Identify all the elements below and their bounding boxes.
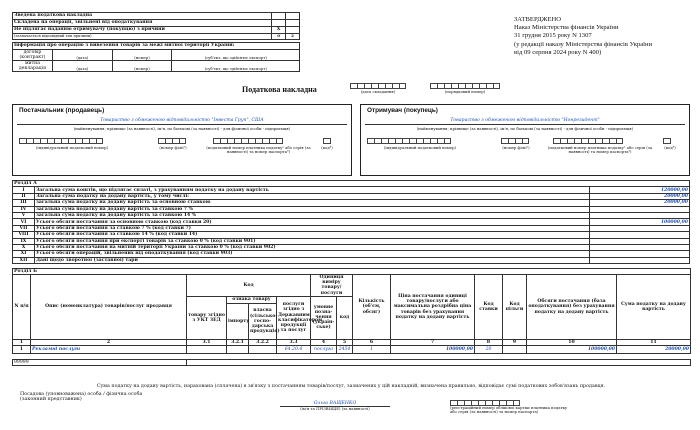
section-a-row-label: Усього обсяги постачання при експорті товарів за ставкою 0 % (код ставки 901) <box>34 238 589 244</box>
section-a-row-label: Загальна сума податку на додану вартість, у тому числі: <box>34 193 589 199</box>
export-title: Інформація про операцію з вивезення товарів за межі митної території України: <box>12 42 300 49</box>
column-number: 11 <box>617 339 691 345</box>
section-a-row-num: II <box>13 193 35 199</box>
col-volume-header: Обсяги постачання (база оподаткування) без урахування податку на додану вартість <box>527 275 617 339</box>
section-a-row-num: VII <box>13 225 35 231</box>
seller-name-hint: (найменування; прізвище (за наявності), ім'я, по батькові (за наявності) - для фізичної особи - підприємця) <box>73 126 291 131</box>
customs-label: митна декларація <box>13 61 53 72</box>
number-cells[interactable] <box>430 83 500 94</box>
column-number: 4 <box>311 339 337 345</box>
document-title: Податкова накладна <box>242 85 317 94</box>
row-vat[interactable]: 20000,00 <box>617 345 691 353</box>
section-a-row <box>13 257 690 263</box>
exempt-label: Складена на операції, звільнені від оподаткування <box>13 20 272 27</box>
col-uktzed-header: товару згідно з УКТ ЗЕД <box>187 296 227 339</box>
section-a-row-value[interactable]: 20000,00 <box>590 200 690 206</box>
section-a-row-label: Дані щодо зворотної (заставної) тари <box>34 257 589 263</box>
col-unit-code-header: код <box>337 296 353 339</box>
row-own[interactable] <box>249 345 277 353</box>
approval-block <box>514 16 694 57</box>
section-b-table <box>12 268 691 366</box>
section-a-row-num: IV <box>13 206 35 212</box>
col-import-header: імпорту <box>227 303 249 339</box>
col-service-header: послуги згідно з Державним класифікатором продукції та послуг <box>277 296 311 339</box>
section-a-row-label: Усього обсяги постачання за ставкою 14 % (код ставки 14) <box>34 232 589 238</box>
buyer-name-hint: (найменування; прізвище (за наявності), ім'я, по батькові (за наявності) - для фізичної особи - підприємця) <box>416 126 634 131</box>
buyer-name[interactable]: Товариство з обмеженою відповідальністю "Нонрезидент" <box>365 118 685 125</box>
column-number: 9 <box>503 339 527 345</box>
buyer-taxpayer-hint: (податковий номер платника податку² або серія (за наявності) та номер паспорта³) <box>547 145 653 155</box>
date-cells[interactable] <box>350 83 406 94</box>
not-provided-label: Не підлягає наданню отримувачу (покупцю) з причини <box>13 27 272 34</box>
options-box <box>12 12 300 72</box>
col-unit-name-header: умовне позна-чення (україн-ське) <box>311 296 337 339</box>
row-price[interactable]: 100000,00 <box>391 345 475 353</box>
section-a-row-value[interactable] <box>590 257 690 263</box>
export-table <box>12 49 300 72</box>
approval-line2: 31 грудня 2015 року N 1307 <box>514 32 592 40</box>
section-a-row-label: Усього обсяги постачання за основною ставкою (код ставки 20) <box>34 219 589 225</box>
col-own-header: власна (сільсько-госпо-дарська продукція) <box>249 303 277 339</box>
customs-number-field[interactable]: (номер) <box>112 61 172 72</box>
section-a-row-num: XII <box>13 257 35 263</box>
contract-label: договір (контракт) <box>13 50 53 61</box>
reason-code-2[interactable]: 2 <box>286 34 300 40</box>
row-qty[interactable]: 1 <box>353 345 391 353</box>
buyer-code-cells[interactable] <box>663 138 671 144</box>
column-number: 3.2.1 <box>227 339 249 345</box>
seller-branch-cells[interactable] <box>158 138 186 144</box>
contract-number-field[interactable]: (номер) <box>112 50 172 61</box>
section-a-table <box>12 180 690 264</box>
seller-branch-hint: (номер філії¹) <box>159 145 187 150</box>
options-table <box>12 12 300 40</box>
section-a-row-label: загальна сума податку на додану вартість за ставкою 7 % <box>34 206 589 212</box>
col-rate-header: Код ставки <box>475 275 503 339</box>
column-number: 10 <box>527 339 617 345</box>
seller-taxpayer-hint: (податковий номер платника податку² або серія (за наявності) та номер паспорта³) <box>206 145 311 155</box>
col-sign-group-header: ознака товару <box>227 296 277 303</box>
buyer-title: Отримувач (покупець) <box>367 107 438 114</box>
section-a-row-value[interactable]: 100000,00 <box>590 219 690 225</box>
column-number: 8 <box>475 339 503 345</box>
customs-subject-field[interactable]: (суб'єкт, що здійснює експорт) <box>172 61 300 72</box>
column-number: 3.3 <box>277 339 311 345</box>
col-qty-header: Кількість (об'єм, обсяг) <box>353 275 391 339</box>
row-desc[interactable]: Рекламні послуги <box>31 345 187 353</box>
section-b <box>12 268 690 366</box>
not-provided-checkbox[interactable]: X <box>272 27 286 34</box>
section-a-title: Розділ А <box>13 181 690 187</box>
seller-code-cells[interactable] <box>323 138 331 144</box>
seller-name[interactable]: Товариство з обмеженою відповідальністю "Інвеста Груп", США <box>17 118 347 125</box>
row-uktzed[interactable] <box>187 345 227 353</box>
signer-tax-hint1: (реєстраційний номер облікової картки платника податку <box>450 405 568 410</box>
approval-title: ЗАТВЕРДЖЕНО <box>514 16 562 23</box>
column-number: 3.2.2 <box>249 339 277 345</box>
section-a-row-value[interactable]: 120000,00 <box>590 187 690 193</box>
row-rate[interactable]: 20 <box>475 345 503 353</box>
seller-box <box>12 104 352 176</box>
section-a-row-label: загальна сума податку на додану вартість за основною ставкою <box>34 200 589 206</box>
contract-subject-field[interactable]: (суб'єкт, що здійснює експорт) <box>172 50 300 61</box>
reason-code-0[interactable]: 0 <box>272 34 286 40</box>
row-import[interactable] <box>227 345 249 353</box>
section-a-row-label: Усього обсяги постачання за ставкою 7 % (код ставки 7) <box>34 225 589 231</box>
signer-tax-hint2: або серія (за наявності) та номер паспорта) <box>450 409 539 415</box>
col-desc-header: Опис (номенклатура) товарів/послуг продавця <box>31 275 187 339</box>
approval-line1: Наказ Міністерства фінансів України <box>514 24 619 32</box>
row-unit[interactable]: послуга <box>311 345 337 353</box>
column-number: 7 <box>391 339 475 345</box>
section-a-row-label: загальна сума податку на додану вартість за ставкою 14 % <box>34 212 589 218</box>
section-a-row-label: Усього обсяги постачання на митній території України за ставкою 0 % (код ставки 902) <box>34 244 589 250</box>
footer-statement: Сума податку на додану вартість, нарахована (сплачена) в зв'язку з постачанням товарів/послуг, зазначених у цій накладній, визначена правильно, відповідає сумі податкових зобов'язань продавця. <box>96 384 606 389</box>
exempt-checkbox[interactable] <box>272 20 286 27</box>
section-a-row-num: III <box>13 200 35 206</box>
consolidated-checkbox[interactable] <box>272 13 286 20</box>
buyer-branch-cells[interactable] <box>501 138 529 144</box>
customs-date-field[interactable]: (дата) <box>52 61 112 72</box>
row-num: 1 <box>13 345 31 353</box>
signer-label: Посадова (уповноважена) особа / фізична особа (законний представник) <box>20 392 143 403</box>
section-a-row-num: I <box>13 187 35 193</box>
section-a-row-num: X <box>13 244 35 250</box>
column-number: 5 <box>337 339 353 345</box>
signer-tax-block[interactable] <box>450 400 590 414</box>
column-number: 6 <box>353 339 391 345</box>
seller-code-hint: (код⁴) <box>321 145 333 150</box>
buyer-taxpayer-cells[interactable] <box>553 138 623 144</box>
row-unit-code[interactable]: 2454 <box>337 345 353 353</box>
column-number: 1 <box>13 339 31 345</box>
buyer-ipn-hint: (індивідуальний податковий номер) <box>383 145 457 150</box>
signer-name[interactable]: Ольга ВАЩЕНКО <box>280 401 390 407</box>
seller-ipn-hint: (індивідуальний податковий номер) <box>35 145 109 150</box>
col-benefit-header: Код пільги <box>503 275 527 339</box>
seller-ipn-cells[interactable] <box>19 138 103 144</box>
footer-code: 99999 <box>13 359 187 365</box>
table-row[interactable] <box>13 345 691 353</box>
section-a-row-num: VI <box>13 219 35 225</box>
section-a-row-label: Загальна сума коштів, що підлягає сплаті, з урахуванням податку на додану вартість <box>34 187 589 193</box>
col-unit-group-header: Одиниця виміру товару/послуги <box>311 275 353 296</box>
buyer-box <box>360 104 690 176</box>
number-hint: (порядковий номер) <box>444 89 486 94</box>
section-a-row-num: IX <box>13 238 35 244</box>
contract-date-field[interactable]: (дата) <box>52 50 112 61</box>
col-code-group-header: Код <box>187 275 311 296</box>
section-a <box>12 180 690 264</box>
section-a-row-label: Усього обсяги операцій, звільнених від оподаткування (код ставки 903) <box>34 251 589 257</box>
date-hint: (дата складання) <box>360 89 396 94</box>
consolidated-label: Зведена податкова накладна <box>13 13 272 20</box>
row-volume[interactable]: 100000,00 <box>527 345 617 353</box>
row-service[interactable]: 64.20.4 <box>277 345 311 353</box>
buyer-branch-hint: (номер філії¹) <box>502 145 530 150</box>
column-number: 2 <box>31 339 187 345</box>
section-a-row-value[interactable]: 20000,00 <box>590 193 690 199</box>
section-b-title: Розділ Б <box>13 269 691 275</box>
col-price-header: Ціна постачання одиниці товару/послуги або максимальна роздрібна ціна товарів без урахування податку на додану вартість <box>391 275 475 339</box>
approval-line3: (у редакції наказу Міністерства фінансів України <box>514 40 653 48</box>
buyer-code-hint: (код⁴) <box>664 145 676 150</box>
approval-line4: від 09 серпня 2024 року N 400) <box>514 48 602 56</box>
column-number: 3.1 <box>187 339 227 345</box>
col-num-header: N п/п <box>13 275 31 339</box>
seller-taxpayer-cells[interactable] <box>213 138 283 144</box>
section-a-row-num: XI <box>13 251 35 257</box>
section-a-row-num: V <box>13 212 35 218</box>
signer-block <box>280 401 390 411</box>
row-benefit[interactable] <box>503 345 527 353</box>
reason-hint: (зазначається відповідний тип причини) <box>13 34 272 40</box>
buyer-ipn-cells[interactable] <box>367 138 451 144</box>
seller-title: Постачальник (продавець) <box>19 107 105 114</box>
section-a-row-num: VIII <box>13 232 35 238</box>
signer-hint: (ім'я та ПРІЗВИЩЕ) (за наявності) <box>300 406 370 412</box>
col-vat-header: Сума податку на додану вартість <box>617 275 691 339</box>
